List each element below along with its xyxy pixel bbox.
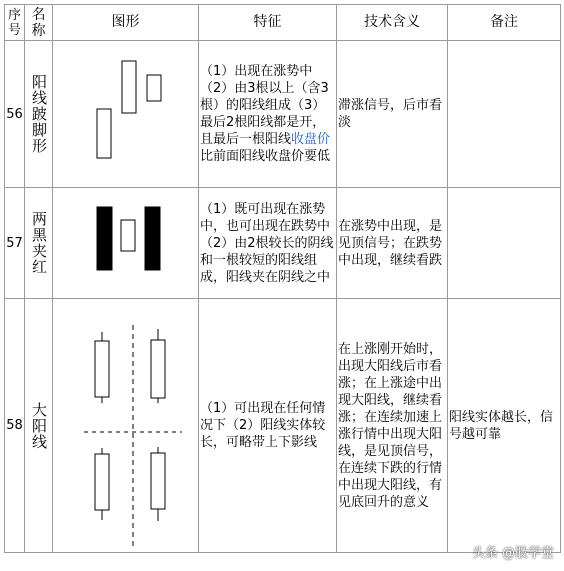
pattern-figure	[54, 299, 200, 552]
table-row	[5, 188, 561, 299]
header-figure: 图形	[53, 5, 199, 41]
meaning-cell: 在上涨刚开始时，出现大阳线后市看涨；在上涨途中出现大阳线，继续看涨；在连续加速上涨行情中出现大阳线，是见顶信号，在连续下跌的行情中出现大阳线，有见底回升的意义	[337, 299, 448, 553]
note-cell	[448, 41, 561, 188]
pattern-figure	[54, 188, 200, 298]
yang-candle-with-shadows	[151, 329, 165, 403]
figure-cell	[53, 299, 199, 553]
yang-candle	[97, 109, 111, 158]
watermark: 头条 @股学堂	[471, 546, 554, 561]
yang-candle-with-shadows	[95, 332, 109, 403]
row-name: 大阳线	[30, 401, 48, 450]
feature-text: （1）出现在涨势中（2）由3根以上（含3根）的阳线组成（3）最后2根阳线都是开，且最后一根阳线	[200, 64, 329, 147]
yang-candle	[121, 220, 135, 251]
row-name-cell	[25, 299, 53, 553]
row-name-cell	[25, 188, 53, 299]
meaning-cell: 在涨势中出现，是见顶信号；在跌势中出现，继续看跌	[337, 188, 448, 299]
candlestick-pattern-table	[4, 4, 561, 553]
row-name: 两黑夹红	[30, 211, 48, 275]
row-index: 58	[5, 299, 25, 553]
yin-candle	[97, 207, 112, 270]
yang-candle-with-shadows	[151, 447, 165, 521]
closing-price-link[interactable]: 收盘价	[291, 132, 331, 147]
header-feature: 特征	[199, 5, 337, 41]
figure-cell	[53, 188, 199, 299]
header-meaning: 技术含义	[337, 5, 448, 41]
header-note: 备注	[448, 5, 561, 41]
yin-candle	[145, 207, 160, 270]
yang-candle	[147, 75, 161, 101]
note-cell	[448, 188, 561, 299]
header-index: 序号	[5, 5, 25, 41]
table-row	[5, 299, 561, 553]
feature-cell	[199, 41, 337, 188]
header-row	[5, 5, 561, 41]
note-cell: 阳线实体越长，信号越可靠	[448, 299, 561, 553]
table-row	[5, 41, 561, 188]
row-index: 57	[5, 188, 25, 299]
yang-candle-with-shadows	[95, 448, 109, 520]
row-name-cell	[25, 41, 53, 188]
header-name: 名称	[25, 5, 53, 41]
feature-cell: （1）可出现在任何情况下（2）阳线实体较长，可略带上下影线	[199, 299, 337, 553]
meaning-cell: 滞涨信号，后市看淡	[337, 41, 448, 188]
row-index: 56	[5, 41, 25, 188]
feature-cell: （1）既可出现在涨势中，也可出现在跌势中（2）由2根较长的阴线和一根较短的阳线组成，阳线夹在阴线之中	[199, 188, 337, 299]
row-name: 阳线跛脚形	[30, 74, 48, 154]
yang-candle	[122, 61, 136, 113]
pattern-figure	[54, 41, 200, 187]
figure-cell	[53, 41, 199, 188]
feature-text-end: 比前面阳线收盘价要低	[200, 149, 331, 164]
